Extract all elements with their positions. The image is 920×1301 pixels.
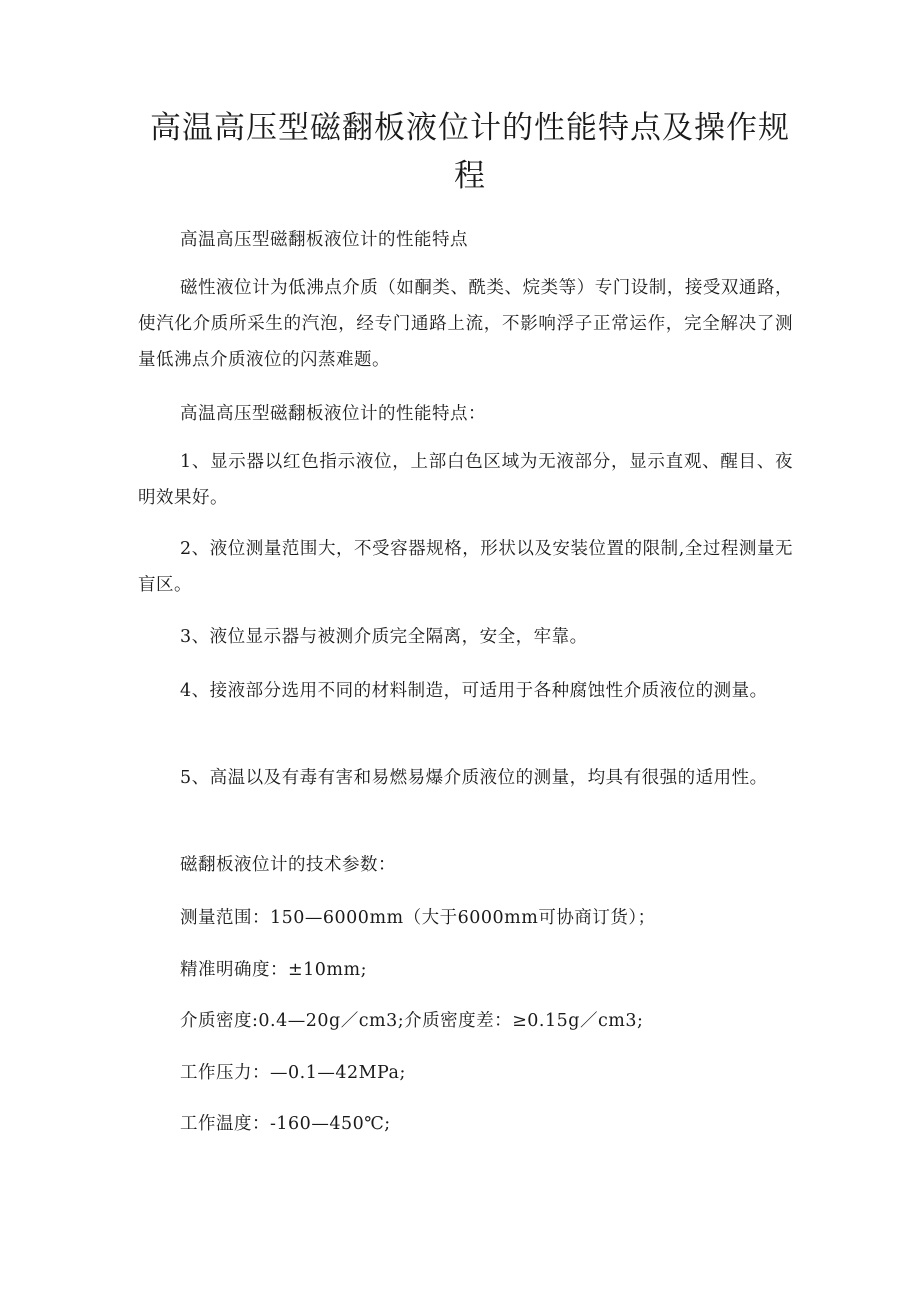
feature-item-4: 4、接液部分选用不同的材料制造，可适用于各种腐蚀性介质液位的测量。	[180, 681, 768, 701]
feature-item-1: 1、显示器以红色指示液位，上部白色区域为无液部分，显示直观、醒目、夜明效果好。	[138, 452, 793, 508]
tech-params-heading: 磁翻板液位计的技术参数：	[180, 855, 396, 875]
feature-item-2: 2、液位测量范围大，不受容器规格，形状以及安装位置的限制,全过程测量无盲区。	[138, 539, 793, 595]
tech-param-range: 测量范围：150—6000mm（大于6000mm可协商订货）；	[180, 908, 656, 928]
tech-param-temperature: 工作温度：-160—450℃;	[180, 1114, 391, 1134]
tech-param-accuracy: 精准明确度：±10mm;	[180, 960, 368, 980]
section-heading-features-list: 高温高压型磁翻板液位计的性能特点：	[180, 404, 486, 424]
section-heading-features: 高温高压型磁翻板液位计的性能特点	[180, 230, 468, 250]
feature-item-3: 3、液位显示器与被测介质完全隔离，安全，牢靠。	[180, 627, 588, 647]
intro-paragraph: 磁性液位计为低沸点介质（如酮类、酰类、烷类等）专门设制，接受双通路，使汽化介质所采生的汽泡，经专门通路上流，不影响浮子正常运作，完全解决了测量低沸点介质液位的闪蒸难题。	[138, 278, 793, 370]
feature-item-5: 5、高温以及有毒有害和易燃易爆介质液位的测量，均具有很强的适用性。	[180, 768, 768, 788]
tech-param-pressure: 工作压力：—0.1—42MPa;	[180, 1063, 406, 1083]
tech-param-density: 介质密度:0.4—20g／cm3;介质密度差：≥0.15g／cm3;	[180, 1011, 644, 1031]
document-title: 高温高压型磁翻板液位计的性能特点及操作规程	[150, 110, 790, 194]
